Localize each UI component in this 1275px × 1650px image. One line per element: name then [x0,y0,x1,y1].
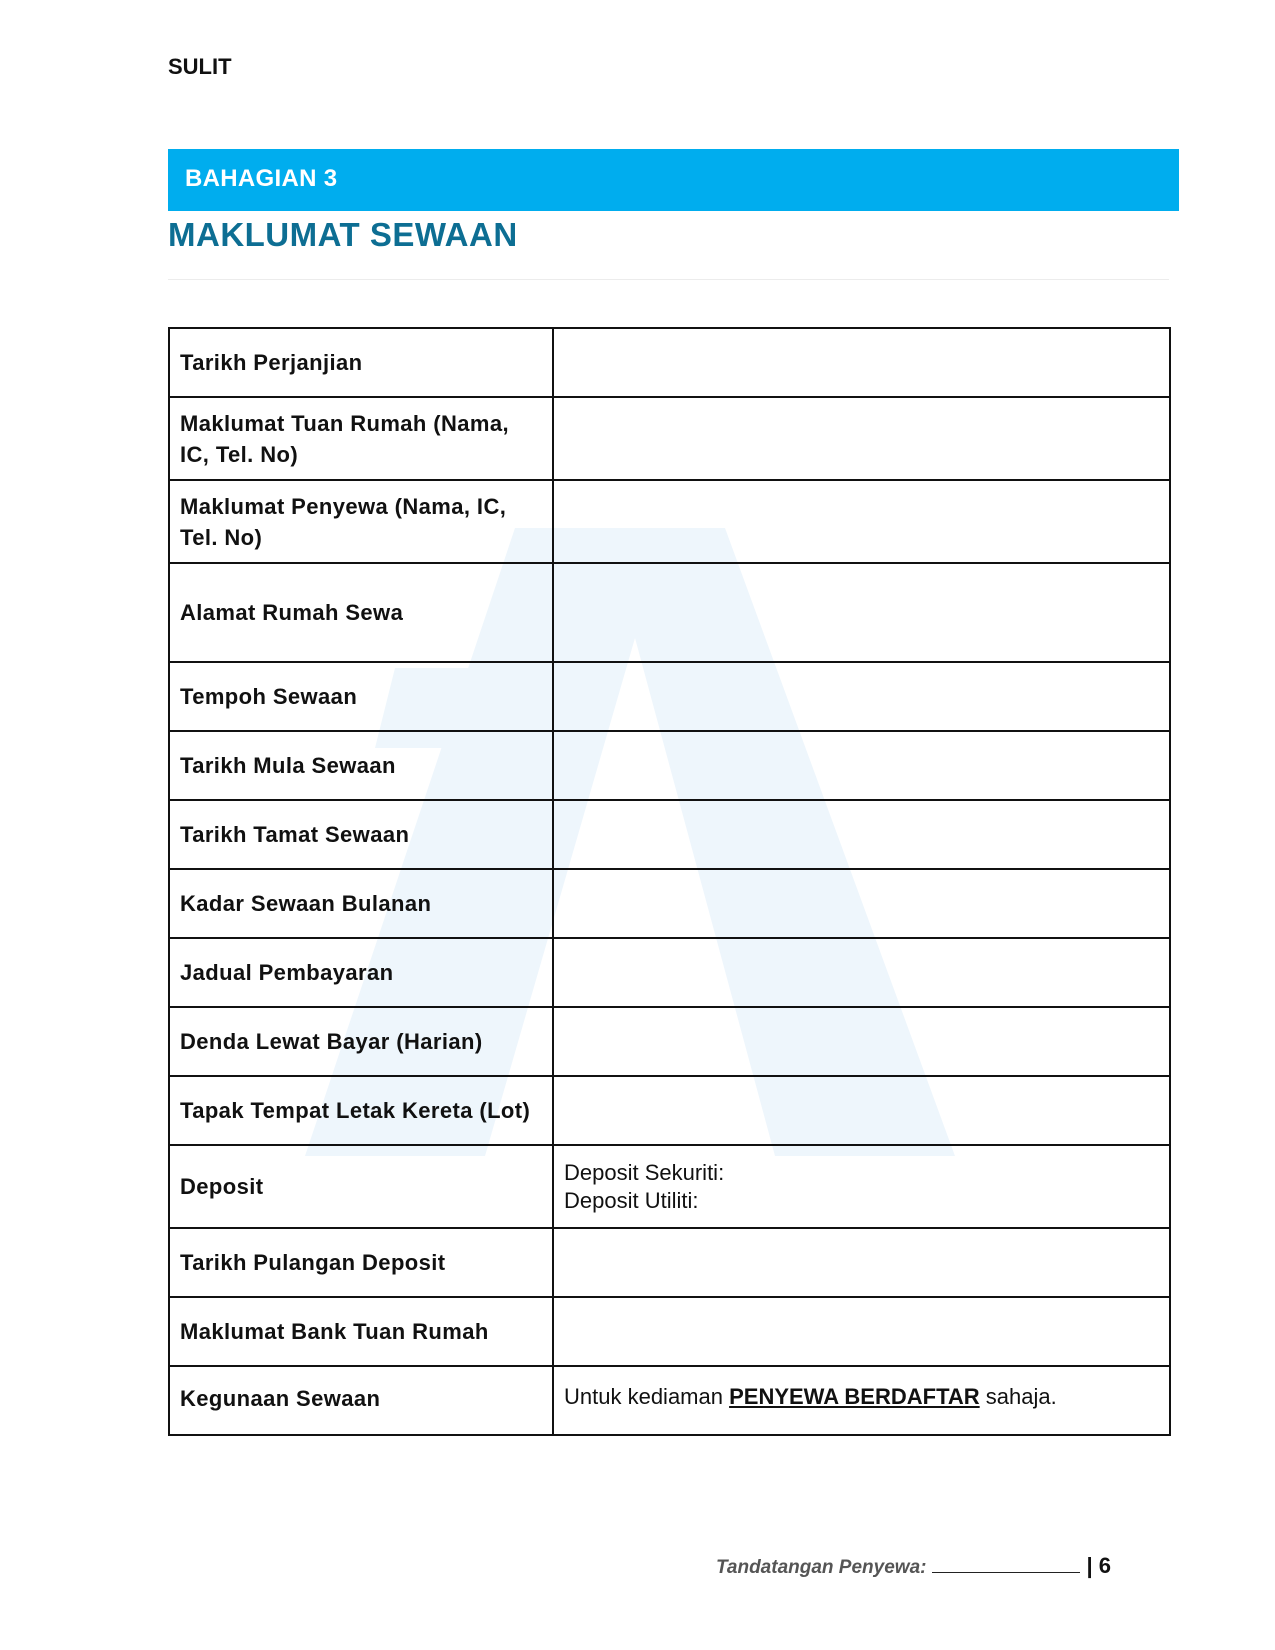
row-label: Kegunaan Sewaan [169,1366,553,1435]
row-label: Deposit [169,1145,553,1228]
usage-emphasis: PENYEWA BERDAFTAR [729,1384,980,1409]
table-row [169,1145,1170,1228]
table-row [169,328,1170,397]
table-row [169,1228,1170,1297]
divider [168,279,1169,280]
usage-prefix: Untuk kediaman [564,1384,730,1409]
table-row [169,800,1170,869]
row-value-field[interactable] [553,731,1170,800]
section-label: BAHAGIAN 3 [185,165,338,192]
row-label: Kadar Sewaan Bulanan [169,869,553,938]
row-label: Maklumat Tuan Rumah (Nama, IC, Tel. No) [169,397,553,480]
usage-suffix: sahaja. [979,1384,1057,1409]
table-row [169,1076,1170,1145]
table-row [169,731,1170,800]
row-value-field[interactable] [553,563,1170,662]
table-row [169,563,1170,662]
row-value-field[interactable] [553,1076,1170,1145]
row-label: Tapak Tempat Letak Kereta (Lot) [169,1076,553,1145]
row-label: Tarikh Mula Sewaan [169,731,553,800]
table-row [169,1007,1170,1076]
table-row [169,397,1170,480]
table-row [169,1297,1170,1366]
table-row [169,1366,1170,1435]
row-label: Maklumat Bank Tuan Rumah [169,1297,553,1366]
page-number: | 6 [1086,1553,1111,1578]
row-value-field[interactable] [553,662,1170,731]
row-label: Denda Lewat Bayar (Harian) [169,1007,553,1076]
row-value-field[interactable] [553,480,1170,563]
signature-line[interactable] [932,1554,1080,1573]
row-value-field[interactable] [553,1007,1170,1076]
table-row [169,662,1170,731]
row-label: Jadual Pembayaran [169,938,553,1007]
row-label: Tarikh Pulangan Deposit [169,1228,553,1297]
page-title: MAKLUMAT SEWAAN [168,216,518,253]
table-row [169,869,1170,938]
table-row [169,938,1170,1007]
deposit-utility-label: Deposit Utiliti: [564,1187,699,1213]
row-value-field[interactable] [553,397,1170,480]
rental-info-table [168,327,1171,1436]
row-label: Tarikh Perjanjian [169,328,553,397]
row-label: Tarikh Tamat Sewaan [169,800,553,869]
signature-label: Tandatangan Penyewa: [716,1557,927,1578]
table-row [169,480,1170,563]
row-label: Tempoh Sewaan [169,662,553,731]
row-value-field[interactable] [553,800,1170,869]
usage-value-field[interactable] [553,1366,1170,1435]
row-label: Maklumat Penyewa (Nama, IC, Tel. No) [169,480,553,563]
page-footer [716,1553,1111,1579]
section-banner [168,149,1179,211]
row-value-field[interactable] [553,938,1170,1007]
row-value-field[interactable] [553,328,1170,397]
deposit-security-label: Deposit Sekuriti: [564,1159,725,1185]
row-value-field[interactable] [553,1228,1170,1297]
classification-label: SULIT [168,54,232,79]
deposit-value-field[interactable] [553,1145,1170,1228]
row-label: Alamat Rumah Sewa [169,563,553,662]
row-value-field[interactable] [553,1297,1170,1366]
row-value-field[interactable] [553,869,1170,938]
